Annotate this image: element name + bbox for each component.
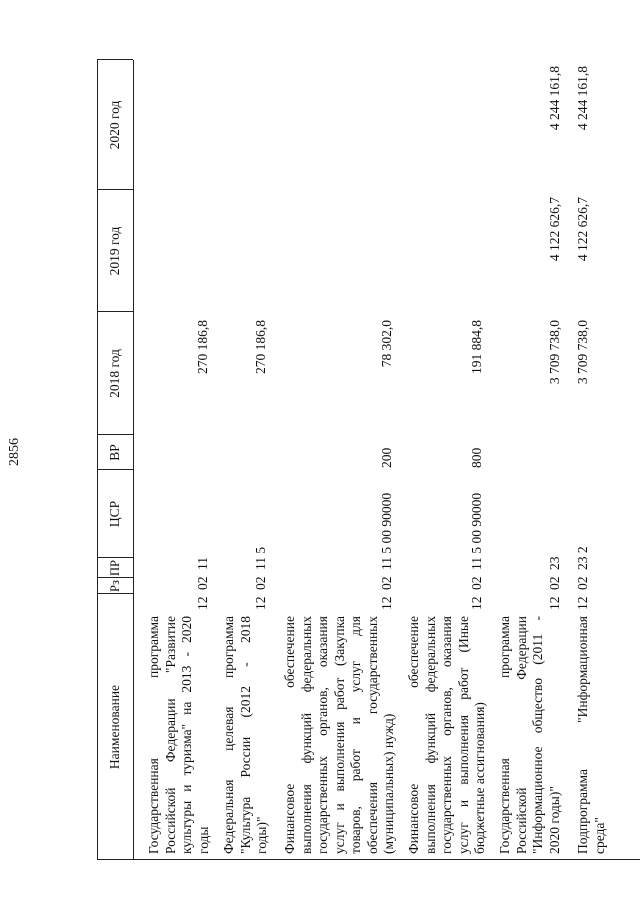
row-2018: 78 302,0 (379, 320, 394, 368)
row-name: Федеральная целевая программа "Культура России (2012 - 2018 годы)" (221, 616, 269, 854)
row-vr: 200 (379, 447, 394, 468)
row-rz: 12 (379, 596, 394, 610)
header-2018: 2018 год (107, 349, 122, 398)
row-2018: 3 709 738,0 (547, 320, 562, 385)
header-2019: 2019 год (107, 226, 122, 276)
row-vr: 800 (469, 447, 484, 468)
row-rz: 12 (547, 596, 562, 610)
rotated-table (97, 60, 640, 860)
row-pr: 02 (253, 576, 268, 590)
row-rz: 12 (253, 596, 268, 610)
table-left-line (133, 859, 640, 860)
row-name: Подпрограмма "Информационная среда" (575, 616, 607, 854)
header-name: Наименование (107, 684, 122, 770)
row-pr: 02 (575, 576, 590, 590)
row-name: Финансовое обеспечение выполнения функций федеральных государственных органов, оказания услуг и выполнения работ (Иные бюджетные ассигнования) (406, 616, 487, 854)
row-pr: 02 (547, 576, 562, 590)
header-bottom-line (133, 60, 134, 860)
page-number: 2856 (7, 438, 22, 466)
row-csr: 11 (195, 557, 210, 570)
row-pr: 02 (195, 576, 210, 590)
row-name: Государственная программа Российской Федерации "Развитие культуры и туризма" на 2013 - 2020 годы (146, 616, 211, 854)
header-csr: ЦСР (107, 500, 122, 528)
row-2018: 191 884,8 (469, 320, 484, 374)
row-2019: 4 122 626,7 (575, 197, 590, 262)
row-2020: 4 244 161,8 (547, 66, 562, 131)
row-rz: 12 (469, 596, 484, 610)
header-2020: 2020 год (107, 100, 122, 150)
row-csr: 23 (547, 556, 562, 570)
row-csr: 23 2 (575, 546, 590, 570)
row-rz: 12 (575, 596, 590, 610)
row-csr: 11 5 00 90000 (379, 492, 394, 570)
row-pr: 02 (379, 576, 394, 590)
row-csr: 11 5 (253, 546, 268, 570)
row-name: Финансовое обеспечение выполнения функций федеральных государственных органов, оказания услуг и выполнения работ (Закупка товаров, работ и услуг для обеспечения государственных (муниципальных) нужд) (282, 616, 396, 854)
header-rz: Рз (107, 580, 122, 592)
row-2020: 4 244 161,8 (575, 66, 590, 131)
row-2018: 3 709 738,0 (575, 320, 590, 385)
row-2018: 270 186,8 (195, 320, 210, 374)
row-name: Государственная программа Российской Федерации "Информационное общество (2011 - 2020 годы)" (497, 616, 562, 854)
header-pr: ПР (107, 560, 122, 576)
row-2018: 270 186,8 (253, 320, 268, 374)
row-csr: 11 5 00 90000 (469, 492, 484, 570)
row-2019: 4 122 626,7 (547, 197, 562, 262)
row-pr: 02 (469, 576, 484, 590)
row-rz: 12 (195, 596, 210, 610)
header-vr: ВР (107, 444, 122, 461)
